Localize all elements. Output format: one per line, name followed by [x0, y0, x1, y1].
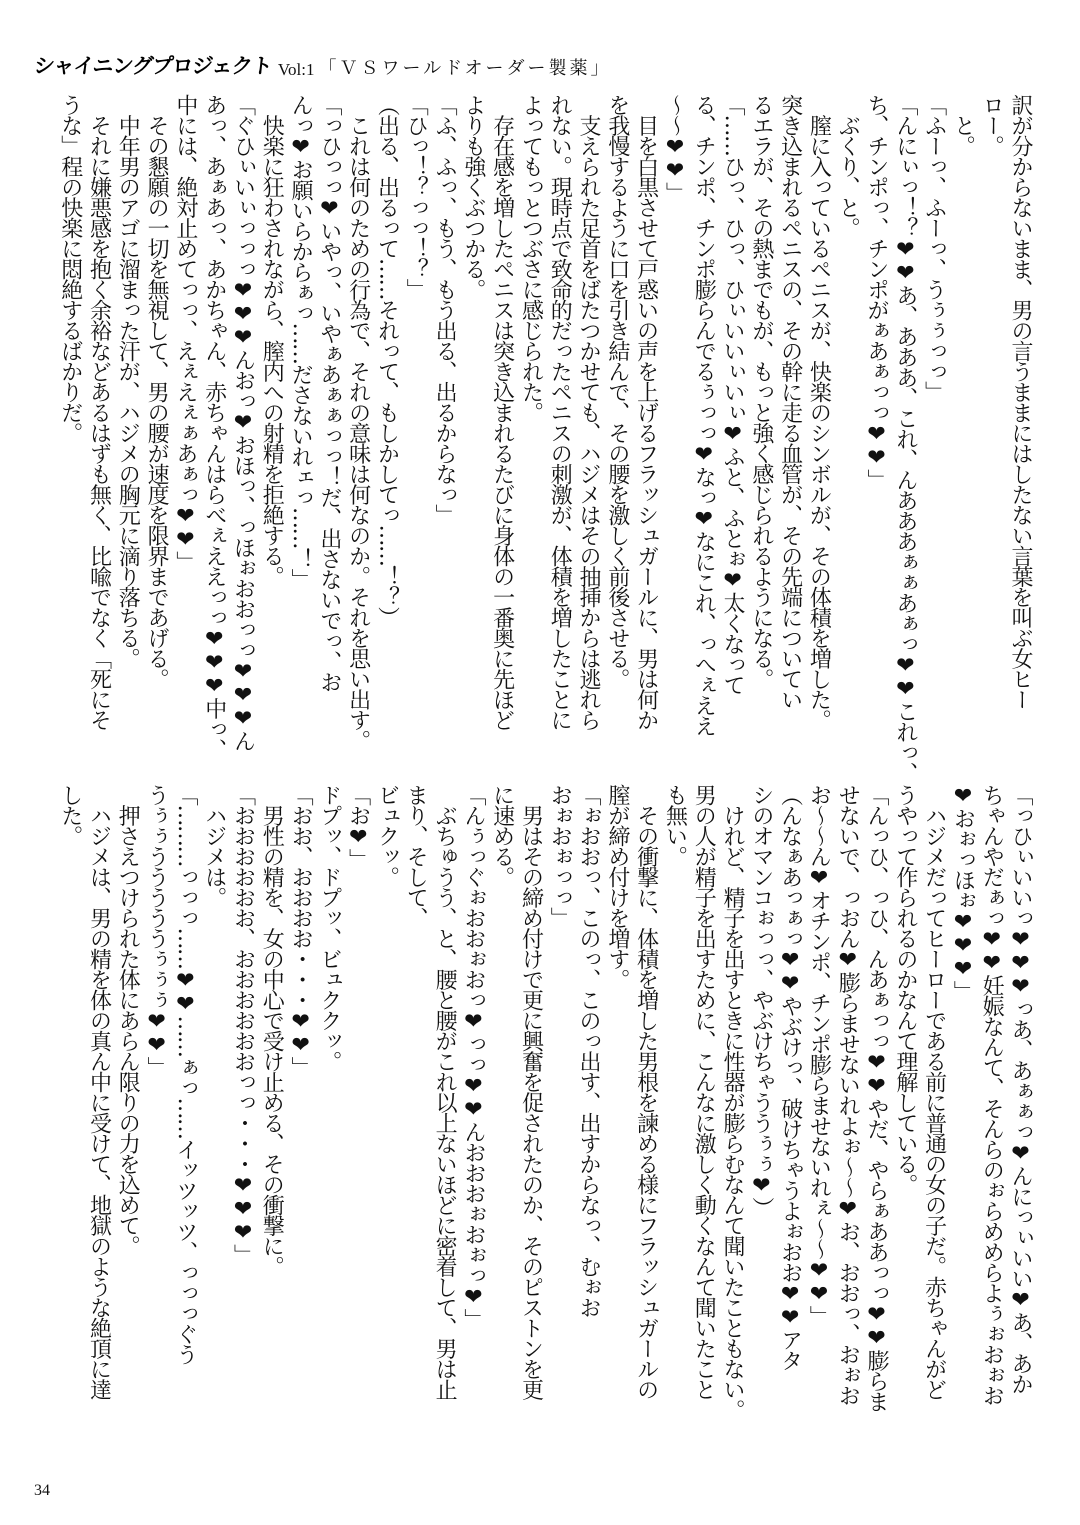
- text-column: よりも強くぶつかる。: [460, 94, 486, 299]
- text-column: 男の人が精子を出すために、こんなに激しく動くなんて聞いたこと: [691, 784, 717, 1399]
- text-column: ハジメは、男の精を体の真ん中に受けて、地獄のような絶頂に達: [86, 784, 112, 1399]
- text-column: 「お❤」: [345, 784, 371, 869]
- text-column: 「っひぃいいっ❤❤❤っあ、あぁぁっ❤んにっぃいい❤あ、あか: [1008, 784, 1033, 1394]
- text-column: と。: [950, 94, 976, 156]
- text-column: 「ぐひぃいぃっっっ❤❤❤んおっ❤おほっ、っほぉおおっっ❤❤❤ん: [230, 94, 256, 751]
- text-column: 「んぅっぐぉおおぉおっ❤っっ❤❤んおおおぉおぉっ❤」: [460, 784, 486, 1329]
- text-column: れない。現時点で致命的だったペニスの刺激が、体積を増したことに: [547, 94, 573, 730]
- page-number: 34: [34, 1482, 50, 1499]
- text-column: 「………っっっ……❤❤……ぁっ……イッツッツ、っっっぐう: [172, 784, 198, 1364]
- text-column: それに嫌悪感を抱く余裕などあるはずも無く、比喩でなく「死にそ: [86, 94, 112, 730]
- text-column: 「おおおおおお、おおおおおおっっ・・・❤❤❤」: [230, 784, 256, 1265]
- text-column: ハジメは。: [201, 784, 227, 907]
- text-column: せないで、っおん❤膨らませないれよぉ～～❤お、おおっ、おぉお: [835, 784, 861, 1405]
- text-column: 存在感を増したペニスは突き込まれるたびに身体の一番奥に先ほど: [489, 94, 515, 730]
- text-column: ロー。: [979, 94, 1005, 156]
- text-column: シのオマンコぉっっ、やぶけちゃううぅぅ❤）: [748, 784, 774, 1218]
- text-column: 膣が締め付けを増す。: [604, 784, 630, 989]
- text-column: ビュクッ。: [374, 784, 400, 887]
- text-column: ～～❤❤」: [662, 94, 688, 203]
- text-column: 「……ひっ、ひっ、ひぃいいぃいぃ❤ふと、ふとぉ❤太くなって: [720, 94, 746, 695]
- text-column: 快楽に狂わされながら、膣内への射精を拒絶する。: [259, 94, 285, 586]
- text-column: お～～ん❤オチンポ、チンポ膨らませないれぇ～～❤❤」: [806, 784, 832, 1326]
- text-column: あっ、あぁあっ、あかちゃん、赤ちゃんはらべぇええっっ❤❤❤中っ、: [201, 94, 227, 759]
- text-column: ぶちゅうう、と、腰と腰がこれ以上ないほどに密着して、男は止: [432, 784, 458, 1399]
- running-header: [34, 48, 612, 80]
- text-column: 突き込まれるペニスの、その幹に走る血管が、その先端についてい: [777, 94, 803, 709]
- text-column: 中年男のアゴに溜まった汗が、ハジメの胸元に滴り落ちる。: [115, 94, 141, 668]
- text-column: 「っひっっ❤いやっ、いやぁあぁぁっっ！だ、出さないでっ、お: [316, 94, 342, 692]
- text-column: 「んにぃっ！？❤❤あ、あああ、これ、んあああぁぁあぁっ❤❤これっ、: [892, 94, 918, 783]
- text-column: ❤おぉっほぉ❤❤❤」: [950, 784, 976, 1001]
- series-logo: シャイニングプロジェクト: [32, 54, 274, 78]
- text-column: 男性の精を、女の中心で受け止める、その衝撃に。: [259, 784, 285, 1276]
- text-column: 男はその締め付けで更に興奮を促されたのか、そのピストンを更: [518, 784, 544, 1399]
- text-column: うやって作られるのかなんて理解している。: [892, 784, 918, 1194]
- text-column: これは何のための行為で、それの意味は何なのか。それを思い出す。: [345, 94, 371, 750]
- text-column: （出る、出るって……それって、もしかしてっ……！？）: [374, 94, 400, 627]
- text-column: その衝撃に、体積を増した男根を諫める様にフラッシュガールの: [633, 784, 659, 1399]
- text-column: に速める。: [489, 784, 515, 887]
- text-column: ちゃんやだぁっ❤❤妊娠なんて、そんらのぉらめめらよぅぉおぉお: [979, 784, 1005, 1405]
- text-column: 「んっひ、っひ、んあぁっっ❤❤やだ、やらぁああっっ❤❤膨らま: [864, 784, 890, 1411]
- text-column: んっ❤お願いらからぁっ……ださないれェっ……！」: [288, 94, 314, 589]
- text-column: 膣に入っているペニスが、快楽のシンボルが、その体積を増した。: [806, 94, 832, 730]
- text-column: （んなぁあっぁっ❤❤やぶけっ、破けちゃうよぉおお❤❤アタ: [777, 784, 803, 1370]
- upper-text-block: [54, 94, 1034, 783]
- text-column: ハジメだってヒーローである前に普通の女の子だ。赤ちゃんがど: [921, 784, 947, 1399]
- text-column: 支えられた足首をばたつかせても、ハジメはその抽挿からは逃れら: [576, 94, 602, 730]
- text-column: る、チンポ、チンポ膨らんでるぅっっ❤なっ❤なにこれ、っへぇええ: [691, 94, 717, 736]
- chapter-subtitle: 「ＶＳワールドオーダー製薬」: [318, 58, 612, 79]
- text-column: ぶくり、と。: [835, 94, 861, 238]
- text-column: を我慢するように口を引き結んで、その腰を激しく前後させる。: [604, 94, 630, 689]
- text-column: よってもっとつぶさに感じられた。: [518, 94, 544, 422]
- text-column: るエラが、その熱までもが、もっと強く感じられるようになる。: [748, 94, 774, 689]
- volume-label: Vol:1: [277, 60, 315, 79]
- lower-text-block: [54, 784, 1034, 1468]
- text-column: うぅぅうううううぅぅぅ❤❤」: [144, 784, 170, 1077]
- text-column: 「ふ、ふっ、もう、もう出る、出るからなっ」: [432, 94, 458, 525]
- text-column: おぉおぉっっ」: [547, 784, 573, 928]
- text-column: 押さえつけられた体にあらん限りの力を込めて。: [115, 784, 141, 1256]
- text-column: うな」程の快楽に悶絶するばかりだ。: [57, 94, 83, 443]
- text-column: 訳が分からないまま、男の言うままにはしたない言葉を叫ぶ女ヒー: [1008, 94, 1033, 709]
- text-column: 「おお、おおおお・・・❤❤」: [288, 784, 314, 1077]
- text-column: ドプッ、ドプッ、ビュククッ。: [316, 784, 342, 1071]
- text-column: その懇願の一切を無視して、男の腰が速度を限界まであげる。: [144, 94, 170, 689]
- text-column: まり、そして、: [403, 784, 429, 928]
- text-column: 中には、絶対止めてっっ、えぇえぇぁあぁっ❤❤」: [172, 94, 198, 572]
- text-column: した。: [57, 784, 83, 846]
- text-column: 「ふーっ、ふーっ、うぅぅっっ」: [921, 94, 947, 402]
- text-column: も無い。: [662, 784, 688, 866]
- text-column: ち、チンポっ、チンポがぁあぁっっ❤❤」: [864, 94, 890, 490]
- text-column: 「ひっ！？っっ！？」: [403, 94, 429, 299]
- text-column: 目を白黒させて戸惑いの声を上げるフラッシュガールに、男は何か: [633, 94, 659, 730]
- text-column: 「ぉおおっ、このっ、このっ出す、出すからなっ、むぉお: [576, 784, 602, 1317]
- text-column: けれど、精子を出すときに性器が膨らむなんて聞いたこともない。: [720, 784, 746, 1420]
